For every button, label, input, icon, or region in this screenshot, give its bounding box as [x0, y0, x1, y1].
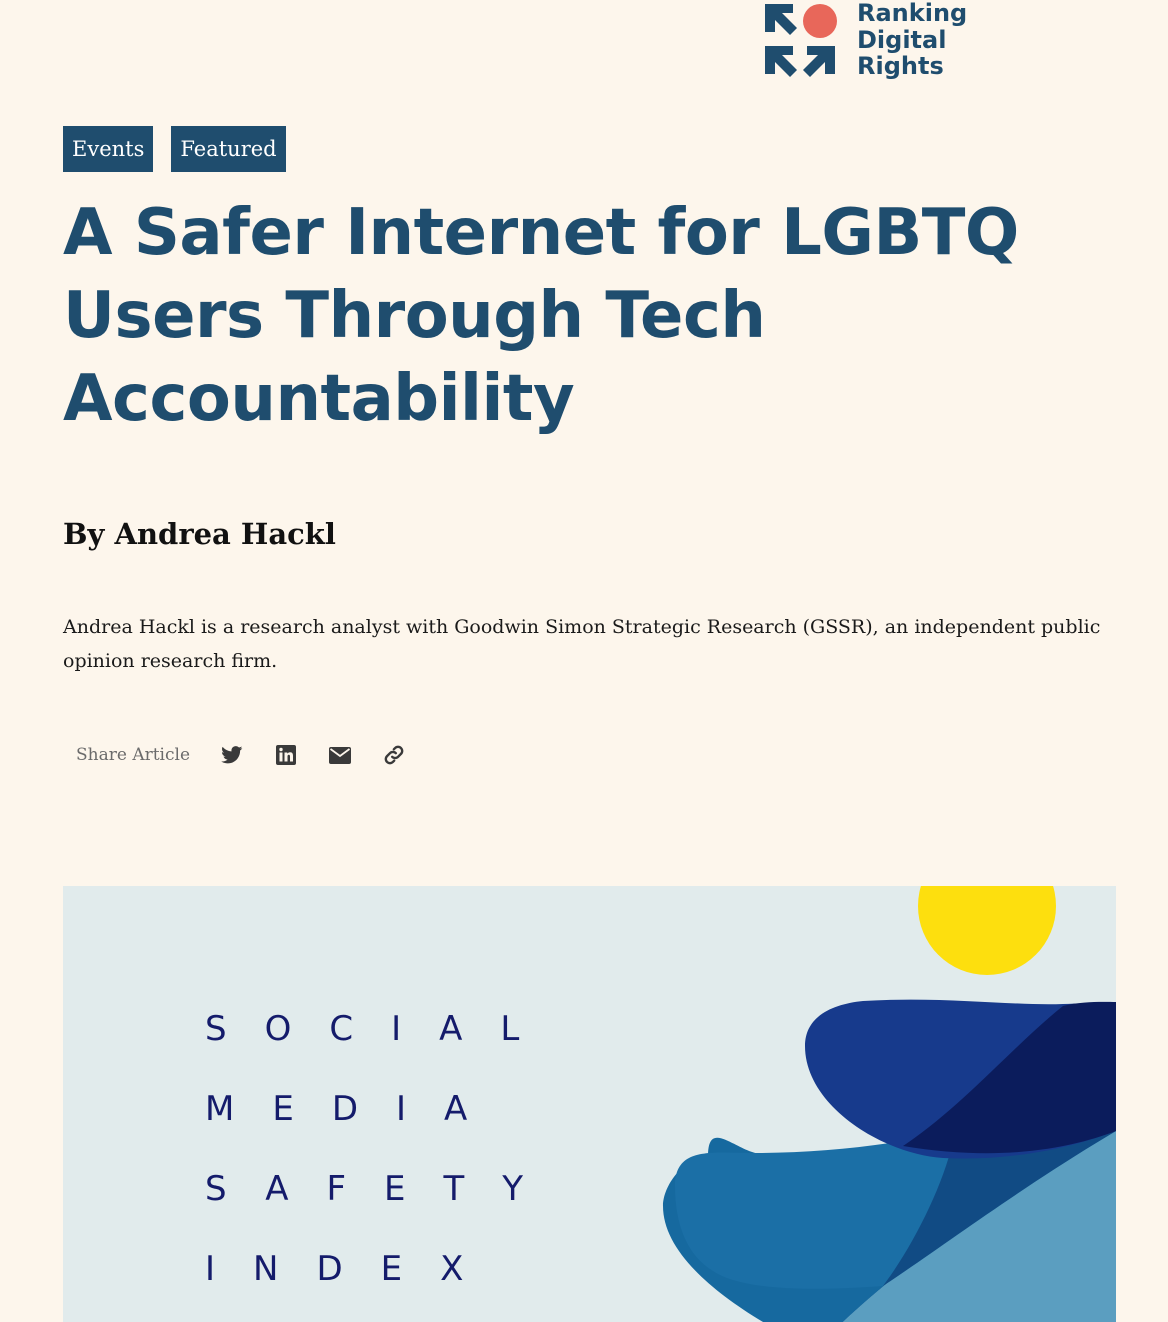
- author-bio: Andrea Hackl is a research analyst with Goodwin Simon Strategic Research (GSSR), an independent public opinion research firm.: [63, 616, 1101, 672]
- hero-line-index: INDEX: [205, 1249, 502, 1289]
- linkedin-share-button[interactable]: [274, 743, 298, 767]
- site-logo[interactable]: [763, 2, 967, 80]
- rdr-logo-mark-icon: [763, 2, 837, 78]
- hero-image: [63, 886, 1116, 1322]
- email-share-button[interactable]: [328, 743, 352, 767]
- tag-featured[interactable]: Featured: [171, 126, 285, 172]
- share-label: Share Article: [76, 745, 191, 765]
- logo-line-3: Rights: [857, 52, 944, 80]
- twitter-share-button[interactable]: [220, 743, 244, 767]
- article-title: A Safer Internet for LGBTQ Users Through Tech Accountability: [63, 196, 1019, 436]
- article-byline: By Andrea Hackl: [63, 517, 336, 551]
- hero-line-social: SOCIAL: [205, 1009, 558, 1049]
- linkedin-icon: [276, 745, 296, 765]
- twitter-icon: [221, 746, 243, 764]
- copy-link-button[interactable]: [382, 743, 406, 767]
- share-bar: [76, 738, 436, 772]
- category-tags: [63, 126, 286, 172]
- link-icon: [383, 744, 405, 766]
- hero-line-media: MEDIA: [205, 1089, 506, 1129]
- logo-line-2: Digital: [857, 25, 947, 54]
- email-icon: [329, 747, 351, 764]
- logo-line-1: Ranking: [857, 0, 968, 27]
- hero-line-safety: SAFETY: [205, 1169, 562, 1209]
- tag-events[interactable]: Events: [63, 126, 153, 172]
- logo-wordmark: [857, 0, 967, 80]
- sun-shape: [918, 886, 1056, 975]
